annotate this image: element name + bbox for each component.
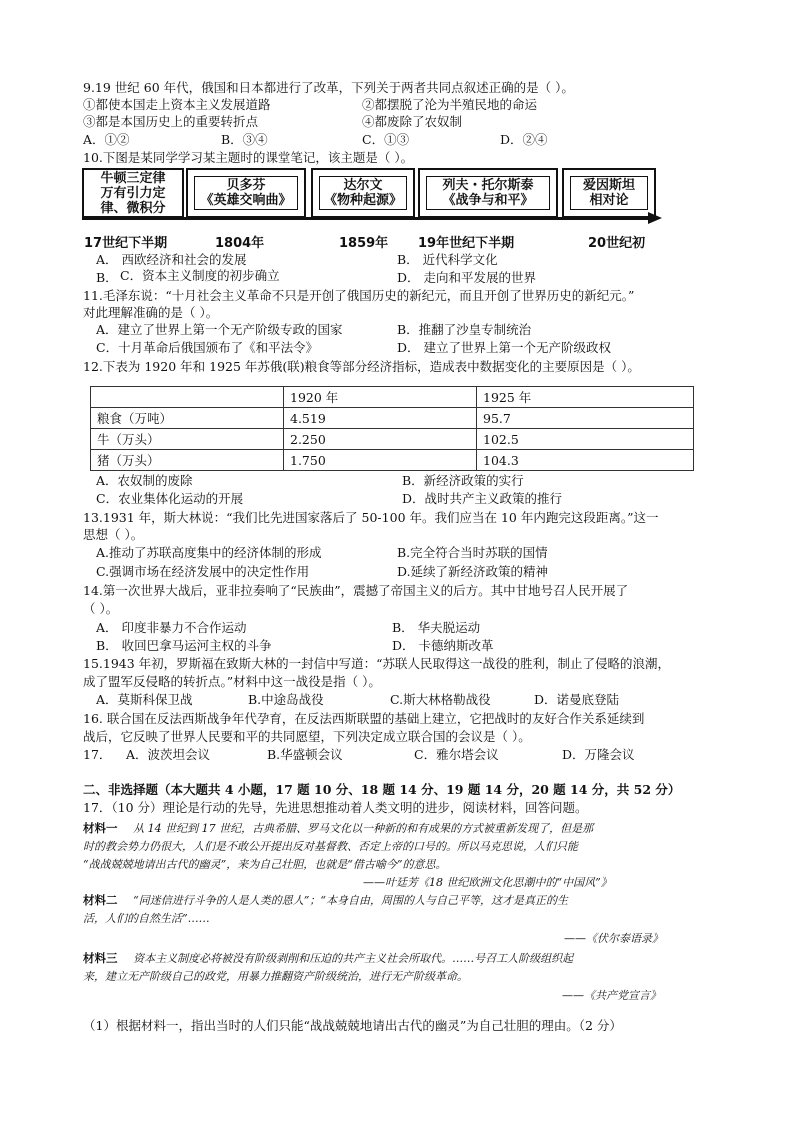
material-2-line-1 [83, 893, 568, 908]
q17-subquestion-1: （1）根据材料一，指出当时的人们只能“战战兢兢地请出古代的幽灵”为自己壮胆的理由。（2 分） [83, 1018, 622, 1033]
timeline-text: 《物种起源》 [323, 193, 402, 208]
timeline-text: 相对论 [589, 193, 629, 208]
q14-stem-cont: （ ）。 [83, 601, 119, 616]
q14-option-b: B． 华夫脱运动 [392, 620, 481, 635]
q10-option-d: D． 走向和平发展的世界 [397, 270, 536, 285]
table-header-cell: 1925 年 [477, 387, 694, 408]
material-2-line-2: 活，人们的自然生活”…… [83, 912, 210, 925]
material-1-text: 从 14 世纪到 17 世纪，古典希腊、罗马文化以一种新的和有成果的方式被重新发现了，但是那 [133, 822, 594, 835]
timeline-box-darwin [311, 168, 415, 218]
material-2-text: “同迷信进行斗争的人是人类的恩人”；“本身自由，周围的人与自己平等，这才是真正的生 [133, 894, 569, 907]
table-cell: 猪（万头） [91, 450, 284, 471]
material-1-label: 材料一 [83, 821, 118, 835]
table-cell: 牛（万头） [91, 429, 284, 450]
q9-statement-4: ④都废除了农奴制 [362, 114, 463, 129]
timeline-text: 万有引力定 [100, 185, 166, 201]
q9-option-c: C．①③ [362, 132, 410, 147]
timeline-inner [426, 176, 550, 210]
q10-stem: 10.下图是某同学学习某主题时的课堂笔记，该主题是（ ）。 [83, 150, 414, 165]
q16-option-a: A．波茨坦会议 [126, 747, 211, 762]
q14-stem: 14.第一次世界大战后，亚非拉奏响了“民族曲”，震撼了帝国主义的后方。其中甘地号召人民开展了 [83, 583, 629, 598]
q11-stem-cont: 对此理解准确的是（ ）。 [83, 305, 219, 320]
timeline-text: 《战争与和平》 [442, 193, 534, 208]
q12-stem: 12.下表为 1920 年和 1925 年苏俄(联)粮食等部分经济指标，造成表中数据变化的主要原因是（ ）。 [83, 359, 640, 374]
section-heading: 二、非选择题（本大题共 4 小题，17 题 10 分、18 题 14 分、19 题 14 分，20 题 14 分，共 52 分） [83, 782, 681, 797]
material-3-source: ——《共产党宣言》 [562, 989, 661, 1002]
q16-stem: 16. 联合国在反法西斯战争年代孕育，在反法西斯联盟的基础上建立，它把战时的友好合作关系延续到 [83, 711, 645, 726]
q14-option-c: B． 收回巴拿马运河主权的斗争 [96, 638, 272, 653]
q16-stem-cont: 战后，它反映了世界人民要和平的共同愿望，下列决定成立联合国的会议是（ ）。 [83, 729, 531, 744]
q13-option-d: D.延续了新经济政策的精神 [397, 564, 549, 579]
material-2-label: 材料二 [83, 893, 118, 907]
timeline-inner [194, 176, 298, 210]
q12-table [90, 386, 694, 471]
timeline-box-tolstoy [418, 168, 558, 218]
timeline-box-einstein [562, 168, 656, 218]
q15-option-b: B.中途岛战役 [248, 692, 324, 707]
material-3-text: 资本主义制度必将被没有阶级剥削和压迫的共产主义社会所取代。……号召工人阶级组织起 [133, 952, 574, 965]
q13-option-c: C.强调市场在经济发展中的决定性作用 [96, 564, 310, 579]
q9-stem: 9.19 世纪 60 年代，俄国和日本都进行了改革，下列关于两者共同点叙述正确的是（ ）。 [83, 80, 574, 95]
q14-option-d: D． 卡德纳斯改革 [392, 638, 494, 653]
table-cell: 95.7 [477, 408, 694, 429]
table-row [91, 429, 694, 450]
material-2-source: ——《伏尔泰语录》 [564, 932, 663, 945]
table-row [91, 450, 694, 471]
q15-option-c: C.斯大林格勒战役 [390, 692, 491, 707]
q9-statement-3: ③都是本国历史上的重要转折点 [83, 114, 259, 129]
q10-option-b: B． 近代科学文化 [397, 252, 498, 267]
table-header-cell [91, 387, 284, 408]
timeline-date: 19年世纪下半期 [418, 236, 515, 251]
timeline-date: 20世纪初 [588, 236, 646, 251]
timeline-box-newton [82, 168, 184, 218]
q12-option-c: C．农业集体化运动的开展 [96, 491, 244, 506]
q15-option-d: D．诺曼底登陆 [534, 692, 620, 707]
timeline-inner [319, 176, 407, 210]
material-1-line-2: 时的教会势力仍很大，人们是不敢公开提出反对基督教、否定上帝的口号的。所以马克思说，人们只能 [83, 840, 578, 853]
q16-option-c: C．雅尔塔会议 [414, 747, 499, 762]
q9-statement-2: ②都摆脱了沦为半殖民地的命运 [362, 97, 538, 112]
timeline-text: 列夫・托尔斯泰 [442, 178, 534, 193]
table-cell: 2.250 [284, 429, 477, 450]
q11-option-a: A．建立了世界上第一个无产阶级专政的国家 [96, 322, 343, 337]
timeline-text: 牛顿三定律 [100, 170, 166, 186]
q10-option-c-prefix: B． [96, 270, 118, 285]
q15-stem: 15.1943 年初，罗斯福在致斯大林的一封信中写道：“苏联人民取得这一战役的胜利，制止了侵略的浪潮， [83, 656, 671, 671]
timeline-text: 律、微积分 [100, 200, 166, 216]
q15-stem-cont: 成了盟军反侵略的转折点。”材料中这一战役是指（ ）。 [83, 674, 381, 689]
q12-option-a: A．农奴制的废除 [96, 473, 193, 488]
table-header-row [91, 387, 694, 408]
q17mc-number: 17． [83, 747, 112, 762]
material-3-line-1 [83, 951, 573, 966]
q13-option-a: A.推动了苏联高度集中的经济体制的形成 [96, 545, 322, 560]
timeline-date: 17世纪下半期 [84, 236, 168, 251]
q13-stem: 13.1931 年，斯大林说：“我们比先进国家落后了 50-100 年。我们应当在 10 年内跑完这段距离。”这一 [83, 510, 659, 525]
material-3-line-2: 来，建立无产阶级自己的政党，用暴力推翻资产阶级统治，进行无产阶级革命。 [83, 970, 468, 983]
q10-option-a: A． 西欧经济和社会的发展 [96, 252, 247, 267]
q15-option-a: A．莫斯科保卫战 [96, 692, 193, 707]
q13-stem-cont: 思想（ ）。 [83, 527, 144, 542]
table-cell: 102.5 [477, 429, 694, 450]
timeline-date: 1804年 [215, 236, 265, 251]
q9-option-d: D．②④ [500, 132, 548, 147]
q16-option-d: D．万隆会议 [562, 747, 635, 762]
table-header-cell: 1920 年 [284, 387, 477, 408]
material-1-line-3: “战战兢兢地请出古代的幽灵”，来为自己壮胆，也就是“借古喻今”的意思。 [83, 858, 447, 871]
material-3-label: 材料三 [83, 951, 118, 965]
q11-stem: 11.毛泽东说：“十月社会主义革命不只是开创了俄国历史的新纪元，而且开创了世界历史的新纪元。” [83, 288, 635, 303]
q14-option-a: A． 印度非暴力不合作运动 [96, 620, 247, 635]
timeline-text: 达尔文 [343, 178, 383, 193]
timeline-date: 1859年 [339, 236, 389, 251]
timeline-inner [570, 176, 648, 210]
q13-option-b: B.完全符合当时苏联的国情 [397, 545, 548, 560]
timeline-box-beethoven [186, 168, 306, 218]
table-cell: 4.519 [284, 408, 477, 429]
q12-option-d: D．战时共产主义政策的推行 [402, 491, 563, 506]
q10-option-c: C．资本主义制度的初步确立 [120, 268, 280, 283]
material-1-line-1 [83, 821, 593, 836]
q12-option-b: B．新经济政策的实行 [402, 473, 524, 488]
table-row [91, 408, 694, 429]
timeline-text: 《英雄交响曲》 [200, 193, 292, 208]
q9-option-a: A．①② [83, 132, 130, 147]
q17-stem: 17．（10 分）理论是行动的先导，先进思想推动着人类文明的进步，阅读材料，回答问题。 [83, 800, 588, 815]
q16-option-b: B.华盛顿会议 [267, 747, 343, 762]
table-cell: 粮食（万吨） [91, 408, 284, 429]
q9-option-b: B．③④ [221, 132, 268, 147]
material-1-source: ——叶廷芳《18 世纪欧洲文化思潮中的“中国风”》 [363, 876, 612, 889]
timeline-text: 爱因斯坦 [582, 178, 635, 193]
q9-statement-1: ①都使本国走上资本主义发展道路 [83, 97, 271, 112]
timeline-text: 贝多芬 [226, 178, 266, 193]
timeline-arrow-icon [648, 212, 662, 224]
q11-option-d: D． 建立了世界上第一个无产阶级政权 [397, 340, 611, 355]
q11-option-c: C．十月革命后俄国颁布了《和平法令》 [96, 340, 319, 355]
timeline-axis [82, 217, 652, 220]
q11-option-b: B．推翻了沙皇专制统治 [397, 322, 532, 337]
table-cell: 104.3 [477, 450, 694, 471]
table-cell: 1.750 [284, 450, 477, 471]
